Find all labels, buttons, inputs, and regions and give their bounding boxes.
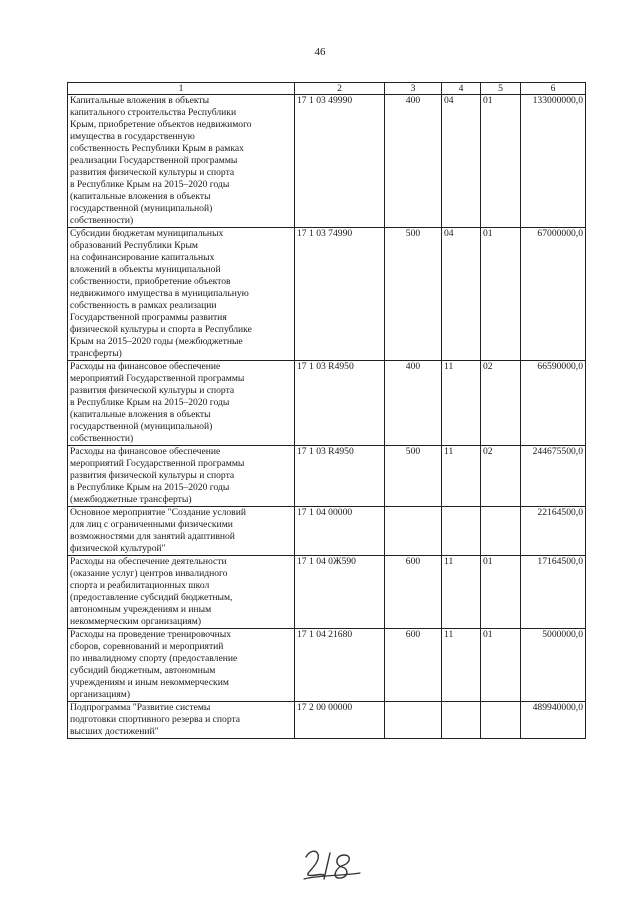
column-header: 6 [521, 83, 586, 95]
table-row [68, 95, 586, 228]
section-code [442, 507, 481, 556]
amount: 133000000,0 [521, 95, 586, 228]
subsection-code: 01 [481, 228, 521, 361]
expense-type: 600 [385, 629, 442, 702]
table-row [68, 361, 586, 446]
page-number: 46 [314, 46, 326, 58]
table-row [68, 702, 586, 739]
target-code: 17 1 04 21680 [295, 629, 385, 702]
expense-type: 400 [385, 95, 442, 228]
table-row [68, 446, 586, 507]
expense-type [385, 507, 442, 556]
section-code [442, 702, 481, 739]
subsection-code [481, 507, 521, 556]
item-name: Подпрограмма "Развитие системы подготовки спортивного резерва и спорта высших достижений" [68, 702, 295, 739]
subsection-code: 02 [481, 361, 521, 446]
item-name: Расходы на финансовое обеспечение мероприятий Государственной программы развития физической культуры и спорта в Республике Крым на 2015–2020 годы (капитальные вложения в объекты государственной (муниципальной) собственности) [68, 361, 295, 446]
target-code: 17 1 03 R4950 [295, 361, 385, 446]
column-header: 1 [68, 83, 295, 95]
handwritten-page-mark [300, 845, 370, 883]
item-name: Расходы на проведение тренировочных сборов, соревнований и мероприятий по инвалидному спорту (предоставление субсидий бюджетным, автономным учреждениям и иным некоммерческим организациям) [68, 629, 295, 702]
item-name: Субсидии бюджетам муниципальных образований Республики Крым на софинансирование капитальных вложений в объекты муниципальной собственности, приобретение объектов недвижимого имущества в муниципальную собственность в рамках реализации Государственной программы развития физической культуры и спорта в Республике Крым на 2015–2020 годы (межбюджетные трансферты) [68, 228, 295, 361]
amount: 67000000,0 [521, 228, 586, 361]
section-code: 11 [442, 446, 481, 507]
table-row [68, 507, 586, 556]
section-code: 11 [442, 361, 481, 446]
section-code: 11 [442, 556, 481, 629]
subsection-code: 01 [481, 556, 521, 629]
budget-table [67, 82, 586, 739]
target-code: 17 1 04 0Ж590 [295, 556, 385, 629]
subsection-code: 02 [481, 446, 521, 507]
column-header: 3 [385, 83, 442, 95]
amount: 244675500,0 [521, 446, 586, 507]
section-code: 04 [442, 228, 481, 361]
item-name: Капитальные вложения в объекты капитального строительства Республики Крым, приобретение объектов недвижимого имущества в государственную собственность Республики Крым в рамках реализации Государственной программы развития физической культуры и спорта в Республике Крым на 2015–2020 годы (капитальные вложения в объекты государственной (муниципальной) собственности) [68, 95, 295, 228]
expense-type: 500 [385, 228, 442, 361]
subsection-code: 01 [481, 95, 521, 228]
subsection-code: 01 [481, 629, 521, 702]
table-row [68, 556, 586, 629]
expense-type: 400 [385, 361, 442, 446]
target-code: 17 1 03 R4950 [295, 446, 385, 507]
amount: 22164500,0 [521, 507, 586, 556]
amount: 66590000,0 [521, 361, 586, 446]
target-code: 17 1 03 74990 [295, 228, 385, 361]
expense-type: 500 [385, 446, 442, 507]
expense-type: 600 [385, 556, 442, 629]
target-code: 17 2 00 00000 [295, 702, 385, 739]
item-name: Расходы на обеспечение деятельности (оказание услуг) центров инвалидного спорта и реабилитационных школ (предоставление субсидий бюджетным, автономным учреждениям и иным некоммерческим организациям) [68, 556, 295, 629]
table-row [68, 629, 586, 702]
column-header: 2 [295, 83, 385, 95]
column-header: 5 [481, 83, 521, 95]
expense-type [385, 702, 442, 739]
section-code: 04 [442, 95, 481, 228]
amount: 17164500,0 [521, 556, 586, 629]
section-code: 11 [442, 629, 481, 702]
table-header-row [68, 83, 586, 95]
subsection-code [481, 702, 521, 739]
target-code: 17 1 04 00000 [295, 507, 385, 556]
column-header: 4 [442, 83, 481, 95]
item-name: Основное мероприятие "Создание условий для лиц с ограниченными физическими возможностями для занятий адаптивной физической культурой" [68, 507, 295, 556]
amount: 5000000,0 [521, 629, 586, 702]
target-code: 17 1 03 49990 [295, 95, 385, 228]
item-name: Расходы на финансовое обеспечение мероприятий Государственной программы развития физической культуры и спорта в Республике Крым на 2015–2020 годы (межбюджетные трансферты) [68, 446, 295, 507]
amount: 489940000,0 [521, 702, 586, 739]
table-row [68, 228, 586, 361]
